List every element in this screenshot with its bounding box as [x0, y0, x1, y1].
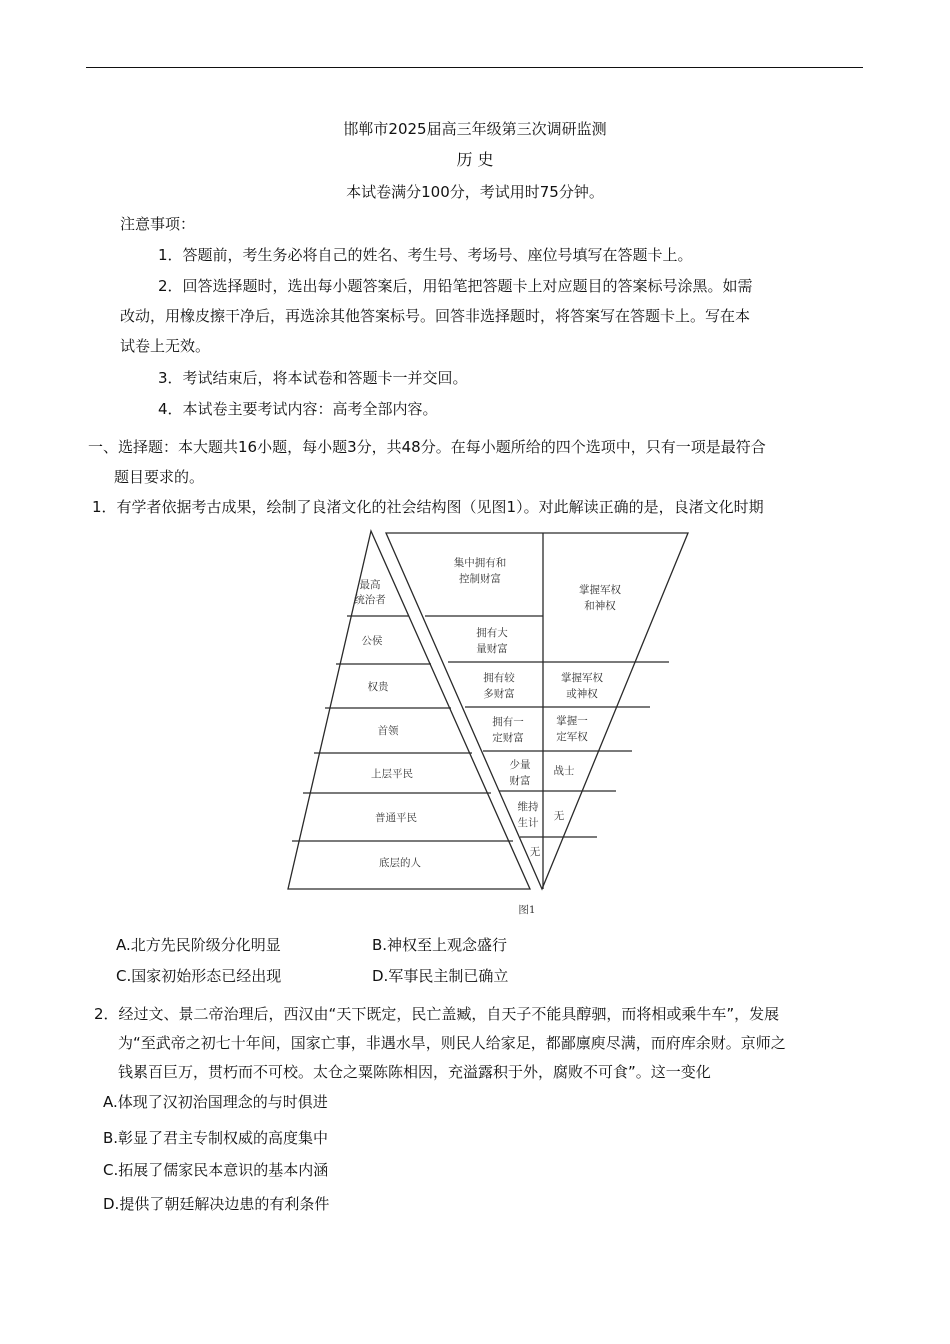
question-2-stem-line-3: 钱累百巨万，贯朽而不可校。太仓之粟陈陈相因，充溢露积于外，腐败不可食”。这一变化 [118, 1063, 711, 1081]
wealth-5-label-b: 财富 [509, 775, 531, 787]
social-structure-figure [280, 527, 700, 922]
power-2-label-b: 或神权 [566, 688, 598, 700]
power-1-label-b: 和神权 [584, 600, 616, 612]
wealth-2-label-b: 量财富 [476, 643, 508, 655]
exam-title: 邯郸市2025届高三年级第三次调研监测 [343, 120, 607, 138]
note-item-2-line-1: 2．回答选择题时，选出每小题答案后，用铅笔把答题卡上对应题目的答案标号涂黑。如需 [158, 277, 753, 295]
wealth-6-label-a: 维持 [517, 801, 539, 813]
power-2-label-a: 掌握军权 [561, 672, 603, 684]
wealth-1-label-a: 集中拥有和 [453, 557, 507, 569]
wealth-4-label-b: 定财富 [492, 732, 524, 744]
wealth-5-label-a: 少量 [509, 759, 531, 771]
power-3-label-a: 掌握一 [556, 715, 588, 727]
power-5-label: 无 [553, 810, 565, 822]
question-2-stem-line-2: 为“至武帝之初七十年间，国家亡事，非遇水旱，则民人给家足，都鄙廪庾尽满，而府库余财。京师之 [118, 1034, 786, 1052]
question-2-stem-line-1: 2．经过文、景二帝治理后，西汉由“天下既定，民亡盖臧，自天子不能具醇驷，而将相或乘牛车”，发展 [94, 1005, 780, 1023]
exam-info: 本试卷满分100分，考试用时75分钟。 [346, 183, 604, 201]
power-4-label: 战士 [553, 765, 575, 777]
question-1-option-b: B.神权至上观念盛行 [372, 936, 508, 954]
power-3-label-b: 定军权 [556, 731, 588, 743]
question-2-option-c: C.拓展了儒家民本意识的基本内涵 [103, 1161, 329, 1179]
wealth-3-label-b: 多财富 [483, 688, 515, 700]
note-item-2-line-3: 试卷上无效。 [120, 337, 211, 355]
notes-heading: 注意事项： [120, 215, 196, 233]
question-2-option-b: B.彰显了君主专制权威的高度集中 [103, 1129, 329, 1147]
stratum-3-label: 权贵 [367, 681, 389, 693]
wealth-1-label-b: 控制财富 [459, 573, 501, 585]
stratum-1-label-a: 最高 [359, 579, 381, 591]
stratum-7-label: 底层的人 [379, 857, 421, 869]
question-1-option-d: D.军事民主制已确立 [372, 967, 509, 985]
wealth-3-label-a: 拥有较 [483, 672, 515, 684]
stratum-4-label: 首领 [377, 725, 399, 737]
question-1-option-a: A.北方先民阶级分化明显 [116, 936, 281, 954]
wealth-4-label-a: 拥有一 [492, 716, 524, 728]
header-rule [86, 67, 863, 68]
figure-caption: 图1 [518, 904, 536, 916]
note-item-4: 4．本试卷主要考试内容：高考全部内容。 [158, 400, 438, 418]
subject-title: 历 史 [456, 150, 494, 169]
wealth-power-triangle [386, 533, 688, 889]
question-1-option-c: C.国家初始形态已经出现 [116, 967, 282, 985]
question-2-option-d: D.提供了朝廷解决边患的有利条件 [103, 1195, 330, 1213]
question-2-option-a: A.体现了汉初治国理念的与时俱进 [103, 1093, 328, 1111]
stratum-5-label: 上层平民 [371, 768, 413, 780]
stratum-2-label: 公侯 [361, 635, 383, 647]
note-item-3: 3．考试结束后，将本试卷和答题卡一并交回。 [158, 369, 468, 387]
stratum-6-label: 普通平民 [375, 812, 417, 824]
section-heading-line-1: 一、选择题：本大题共16小题，每小题3分，共48分。在每小题所给的四个选项中，只有一项是最符合 [88, 438, 766, 456]
section-heading-line-2: 题目要求的。 [114, 468, 205, 486]
note-item-1: 1．答题前，考生务必将自己的姓名、考生号、考场号、座位号填写在答题卡上。 [158, 246, 693, 264]
power-1-label-a: 掌握军权 [579, 584, 621, 596]
note-item-2-line-2: 改动，用橡皮擦干净后，再选涂其他答案标号。回答非选择题时，将答案写在答题卡上。写在本 [120, 307, 751, 325]
wealth-7-label: 无 [529, 846, 541, 858]
wealth-6-label-b: 生计 [517, 817, 539, 829]
stratum-1-label-b: 统治者 [354, 594, 386, 606]
wealth-2-label-a: 拥有大 [476, 627, 508, 639]
question-1-stem: 1．有学者依据考古成果，绘制了良渚文化的社会结构图（见图1）。对此解读正确的是，良渚文化时期 [92, 498, 764, 516]
